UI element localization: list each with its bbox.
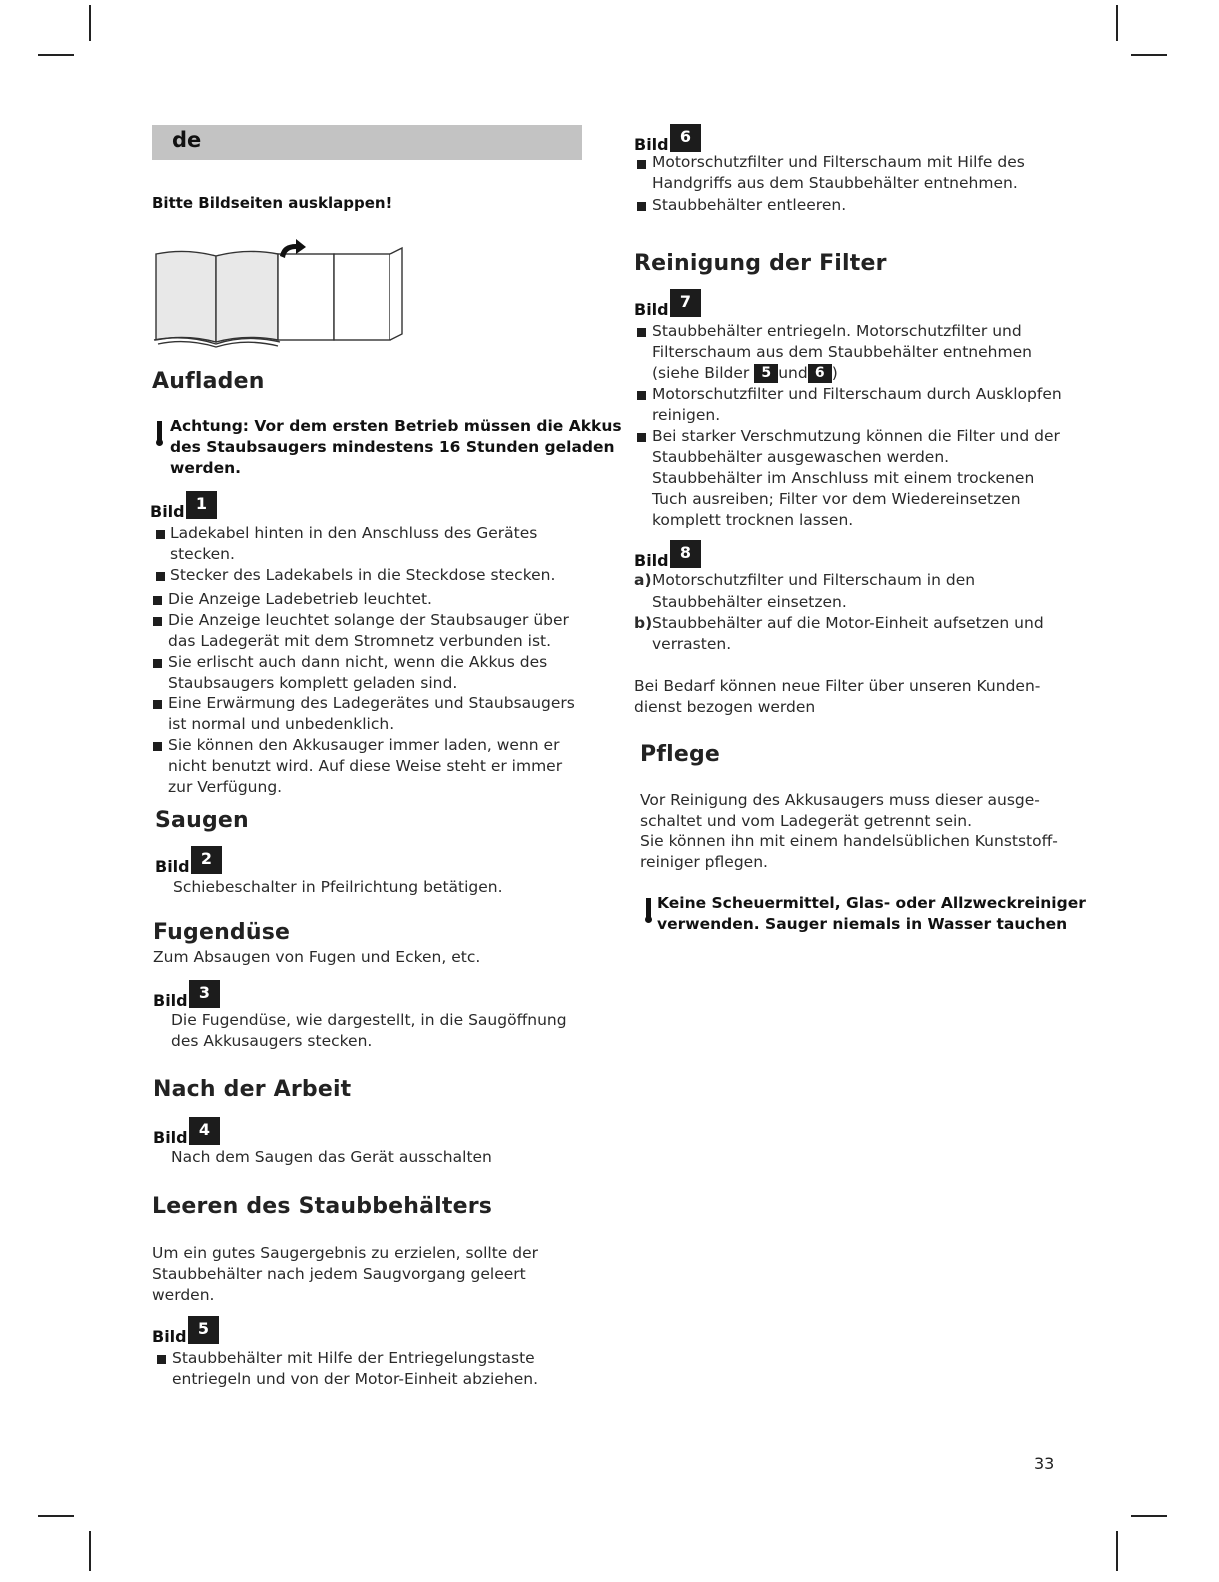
body-text: des Akkusaugers stecken. (171, 1032, 373, 1050)
figure-number-badge: 3 (189, 980, 220, 1008)
inline-figure-badge: 5 (754, 364, 778, 383)
bullet-text: reinigen. (652, 406, 721, 424)
bullet-text: nicht benutzt wird. Auf diese Weise steht er immer (168, 757, 563, 775)
bullet-text: Staubbehälter entriegeln. Motorschutzfilter und (652, 322, 1022, 340)
body-text: Um ein gutes Saugergebnis zu erzielen, sollte der (152, 1244, 538, 1262)
bullet-text: Die Anzeige leuchtet solange der Staubsauger über (168, 611, 569, 629)
bullet-square (156, 530, 165, 539)
fold-out-illustration (152, 236, 407, 348)
body-text: Zum Absaugen von Fugen und Ecken, etc. (153, 948, 481, 966)
inline-figure-badge: 6 (808, 364, 832, 383)
step-text: verrasten. (652, 635, 732, 653)
crop-mark (38, 1515, 74, 1517)
figure-label: Bild (155, 857, 190, 876)
bullet-text: Sie erlischt auch dann nicht, wenn die Akkus des (168, 653, 548, 671)
bullet-text: das Ladegerät mit dem Stromnetz verbunden ist. (168, 632, 552, 650)
bullet-text: komplett trocknen lassen. (652, 511, 854, 529)
bullet-text: Stecker des Ladekabels in die Steckdose stecken. (170, 566, 556, 584)
bullet-text: Staubbehälter entleeren. (652, 196, 847, 214)
heading-vacuuming: Saugen (155, 808, 249, 833)
bullet-square (153, 617, 162, 626)
figure-label: Bild (150, 502, 185, 521)
heading-filter-cleaning: Reinigung der Filter (634, 251, 887, 276)
warning-line: Achtung: Vor dem ersten Betrieb müssen die Akkus (170, 417, 622, 435)
bullet-text: Staubbehälter im Anschluss mit einem trockenen (652, 469, 1035, 487)
bullet-text: Sie können den Akkusauger immer laden, wenn er (168, 736, 560, 754)
crop-mark (1116, 1531, 1118, 1571)
bullet-square (156, 572, 165, 581)
bullet-square (637, 391, 646, 400)
bullet-square (153, 596, 162, 605)
figure-cross-reference (652, 363, 838, 383)
body-text: schaltet und vom Ladegerät getrennt sein. (640, 812, 973, 830)
figure-number-badge: 5 (188, 1316, 219, 1344)
warning-line: des Staubsaugers mindestens 16 Stunden geladen (170, 438, 615, 456)
bullet-square (153, 700, 162, 709)
body-text: Sie können ihn mit einem handelsüblichen Kunststoff- (640, 832, 1058, 850)
figure-number-badge: 6 (670, 124, 701, 152)
bullet-text: Handgriffs aus dem Staubbehälter entnehmen. (652, 174, 1018, 192)
figure-number-badge: 8 (670, 540, 701, 568)
heading-care: Pflege (640, 742, 721, 767)
bullet-text: Ladekabel hinten in den Anschluss des Gerätes (170, 524, 538, 542)
bullet-text: Die Anzeige Ladebetrieb leuchtet. (168, 590, 432, 608)
warning-line: Keine Scheuermittel, Glas- oder Allzweckreiniger (657, 894, 1086, 912)
language-bar (152, 125, 582, 160)
bullet-text: Staubbehälter ausgewaschen werden. (652, 448, 950, 466)
crop-mark (1131, 54, 1167, 56)
step-marker: a) (634, 571, 652, 589)
figure-label: Bild (634, 300, 669, 319)
crop-mark (89, 5, 91, 41)
warning-line: verwenden. Sauger niemals in Wasser tauchen (657, 915, 1068, 933)
bullet-text: Filterschaum aus dem Staubbehälter entnehmen (652, 343, 1032, 361)
bullet-text: zur Verfügung. (168, 778, 283, 796)
step-marker: b) (634, 614, 653, 632)
heading-emptying: Leeren des Staubbehälters (152, 1194, 493, 1219)
body-text: werden. (152, 1286, 215, 1304)
crop-mark (1116, 5, 1118, 41)
bullet-square (157, 1355, 166, 1364)
body-text: Nach dem Saugen das Gerät ausschalten (171, 1148, 492, 1166)
crop-mark (89, 1531, 91, 1571)
bullet-square (637, 202, 646, 211)
language-code: de (172, 128, 202, 152)
ref-suffix: ) (831, 364, 838, 382)
bullet-text: Staubsaugers komplett geladen sind. (168, 674, 458, 692)
crop-mark (1131, 1515, 1167, 1517)
body-text: Schiebeschalter in Pfeilrichtung betätigen. (173, 878, 503, 896)
figure-label: Bild (634, 551, 669, 570)
body-text: reiniger pflegen. (640, 853, 768, 871)
body-text: Bei Bedarf können neue Filter über unseren Kunden- (634, 677, 1041, 695)
bullet-text: Staubbehälter mit Hilfe der Entriegelungstaste (172, 1349, 535, 1367)
bullet-square (153, 659, 162, 668)
bullet-text: Bei starker Verschmutzung können die Filter und der (652, 427, 1060, 445)
warning-icon (157, 421, 162, 440)
bullet-text: Motorschutzfilter und Filterschaum mit Hilfe des (652, 153, 1025, 171)
warning-icon-dot (645, 916, 652, 923)
bullet-text: ist normal und unbedenklich. (168, 715, 395, 733)
bullet-text: Eine Erwärmung des Ladegerätes und Staubsaugers (168, 694, 575, 712)
bullet-square (637, 328, 646, 337)
step-text: Staubbehälter einsetzen. (652, 593, 847, 611)
warning-line: werden. (170, 459, 242, 477)
bullet-text: entriegeln und von der Motor-Einheit abziehen. (172, 1370, 538, 1388)
step-text: Staubbehälter auf die Motor-Einheit aufsetzen und (652, 614, 1044, 632)
figure-label: Bild (153, 991, 188, 1010)
figure-number-badge: 2 (191, 846, 222, 874)
page-number: 33 (1034, 1454, 1055, 1473)
ref-prefix: (siehe Bilder (652, 364, 750, 382)
figure-number-badge: 1 (186, 491, 217, 519)
warning-icon (646, 898, 651, 917)
bullet-square (637, 433, 646, 442)
body-text: Staubbehälter nach jedem Saugvorgang geleert (152, 1265, 526, 1283)
fold-out-note: Bitte Bildseiten ausklappen! (152, 194, 393, 212)
figure-label: Bild (153, 1128, 188, 1147)
heading-charging: Aufladen (152, 369, 265, 394)
figure-number-badge: 7 (670, 289, 701, 317)
heading-crevice-nozzle: Fugendüse (153, 920, 291, 945)
bullet-square (153, 742, 162, 751)
ref-and: und (778, 364, 808, 382)
figure-label: Bild (634, 135, 669, 154)
body-text: Die Fugendüse, wie dargestellt, in die Saugöffnung (171, 1011, 567, 1029)
figure-label: Bild (152, 1327, 187, 1346)
figure-number-badge: 4 (189, 1117, 220, 1145)
warning-icon-dot (156, 439, 163, 446)
heading-after-work: Nach der Arbeit (153, 1077, 352, 1102)
body-text: dienst bezogen werden (634, 698, 816, 716)
crop-mark (38, 54, 74, 56)
bullet-square (637, 160, 646, 169)
step-text: Motorschutzfilter und Filterschaum in den (652, 571, 976, 589)
bullet-text: Tuch ausreiben; Filter vor dem Wiedereinsetzen (652, 490, 1021, 508)
body-text: Vor Reinigung des Akkusaugers muss dieser ausge- (640, 791, 1040, 809)
bullet-text: Motorschutzfilter und Filterschaum durch Ausklopfen (652, 385, 1062, 403)
bullet-text: stecken. (170, 545, 235, 563)
